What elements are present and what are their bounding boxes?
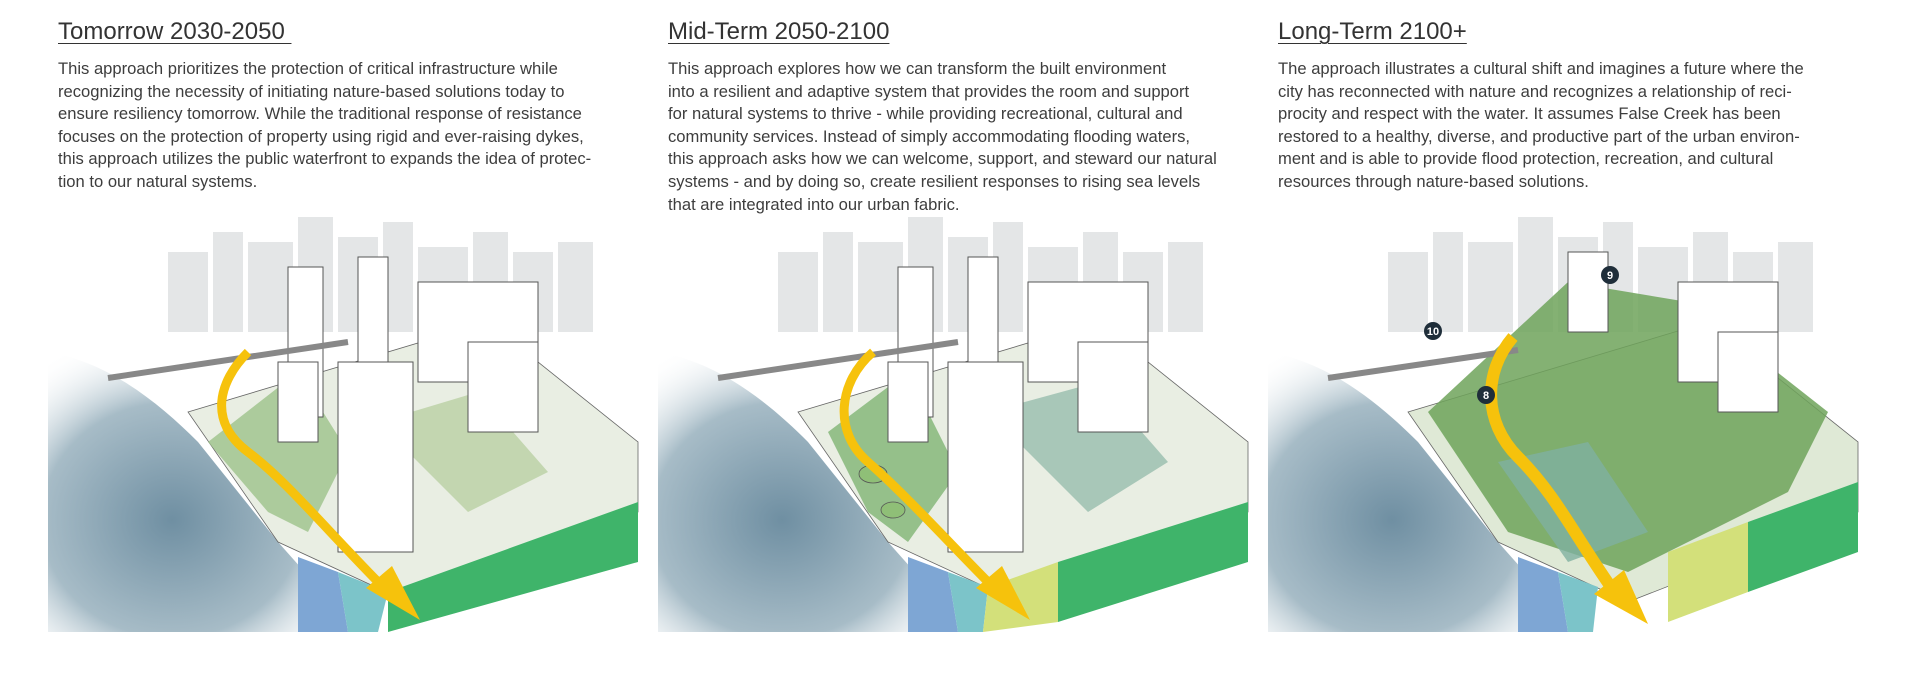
description-line: this approach utilizes the public waterfront to expands the idea of protec- (58, 149, 592, 169)
marker-label: 9 (1606, 270, 1614, 282)
description-line: this approach asks how we can welcome, support, and steward our natural (668, 149, 1217, 169)
panel-mid-term (668, 0, 1268, 686)
panel-description (668, 58, 1217, 216)
description-line: tion to our natural systems. (58, 171, 258, 191)
panel-long-term (1278, 0, 1878, 686)
description-line: restored to a healthy, diverse, and productive part of the urban environ- (1278, 126, 1800, 146)
panel-title: Long-Term 2100+ (1278, 18, 1467, 45)
description-line: recognizing the necessity of initiating nature-based solutions today to (58, 81, 565, 101)
description-line: ment and is able to provide flood protection, recreation, and cultural (1278, 149, 1774, 169)
description-line: systems - and by doing so, create resilient responses to rising sea levels (668, 171, 1201, 191)
description-line: procity and respect with the water. It assumes False Creek has been (1278, 104, 1781, 124)
marker-label: 8 (1482, 390, 1490, 402)
marker-9 (1601, 266, 1619, 284)
description-line: city has reconnected with nature and recognizes a relationship of reci- (1278, 81, 1792, 101)
description-line: community services. Instead of simply accommodating flooding waters, (668, 126, 1190, 146)
illustration-long-term (1268, 212, 1868, 632)
illustration-mid-term (658, 212, 1258, 632)
panel-description (58, 58, 591, 194)
island (881, 502, 905, 518)
description-line: that are integrated into our urban fabric. (668, 194, 960, 214)
marker-label: 10 (1426, 326, 1440, 338)
panel-tomorrow (58, 0, 658, 686)
description-line: resources through nature-based solutions. (1278, 171, 1589, 191)
description-line: for natural systems to thrive - while providing recreational, cultural and (668, 104, 1183, 124)
marker-8 (1477, 386, 1495, 404)
description-line: focuses on the protection of property using rigid and ever-raising dykes, (58, 126, 584, 146)
panel-title: Mid-Term 2050-2100 (668, 18, 890, 45)
panel-title: Tomorrow 2030-2050 (58, 18, 292, 45)
illustration-tomorrow (48, 212, 648, 632)
description-line: ensure resiliency tomorrow. While the traditional response of resistance (58, 104, 582, 124)
panel-description (1278, 58, 1804, 194)
description-line: This approach explores how we can transform the built environment (668, 59, 1167, 78)
description-line: This approach prioritizes the protection of critical infrastructure while (58, 59, 558, 78)
description-line: into a resilient and adaptive system that provides the room and support (668, 81, 1190, 101)
description-line: The approach illustrates a cultural shift and imagines a future where the (1278, 59, 1804, 78)
marker-10 (1424, 322, 1442, 340)
